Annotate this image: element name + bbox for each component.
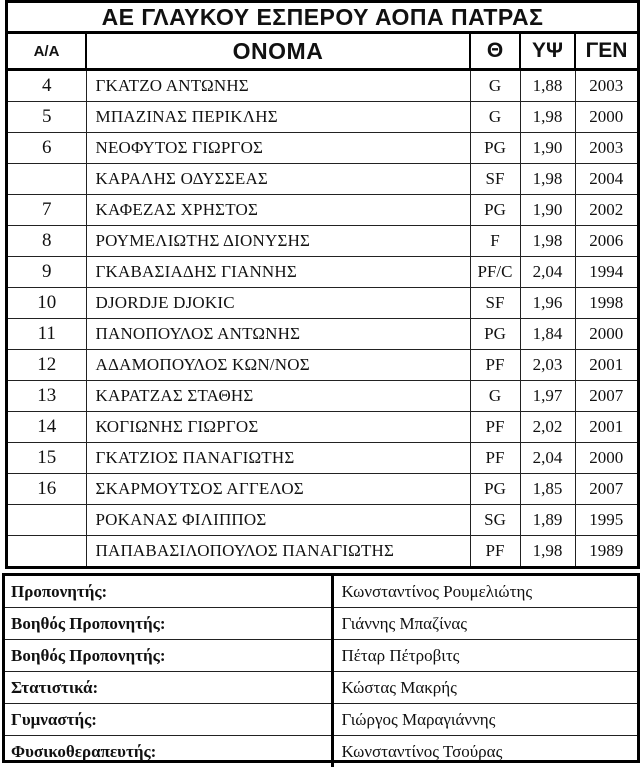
player-birth-year: 2001 — [575, 350, 637, 381]
header-birth: ΓΕΝ — [575, 34, 637, 70]
staff-table-box — [2, 573, 640, 763]
player-height: 1,90 — [520, 195, 575, 226]
player-birth-year: 2007 — [575, 474, 637, 505]
player-row — [8, 412, 637, 443]
header-height: ΥΨ — [520, 34, 575, 70]
player-position: PG — [470, 474, 520, 505]
player-birth-year: 1995 — [575, 505, 637, 536]
staff-person: Πέταρ Πέτροβιτς — [332, 640, 637, 672]
staff-person: Κωνσταντίνος Τσούρας — [332, 736, 637, 767]
player-number: 12 — [8, 350, 86, 381]
staff-person: Γιάννης Μπαζίνας — [332, 608, 637, 640]
player-birth-year: 2003 — [575, 70, 637, 102]
player-row — [8, 381, 637, 412]
player-row — [8, 226, 637, 257]
header-position: Θ — [470, 34, 520, 70]
staff-row — [5, 672, 637, 704]
staff-role: Φυσικοθεραπευτής: — [5, 736, 332, 767]
player-position: PG — [470, 133, 520, 164]
player-name: ΚΑΡΑΛΗΣ ΟΔΥΣΣΕΑΣ — [86, 164, 470, 195]
player-number: 15 — [8, 443, 86, 474]
player-height: 1,98 — [520, 536, 575, 567]
staff-row — [5, 608, 637, 640]
player-position: PF — [470, 412, 520, 443]
player-number: 14 — [8, 412, 86, 443]
player-name: ΣΚΑΡΜΟΥΤΣΟΣ ΑΓΓΕΛΟΣ — [86, 474, 470, 505]
player-position: PF — [470, 350, 520, 381]
player-name: ΜΠΑΖΙΝΑΣ ΠΕΡΙΚΛΗΣ — [86, 102, 470, 133]
player-row — [8, 443, 637, 474]
player-name: ΚΑΡΑΤΖΑΣ ΣΤΑΘΗΣ — [86, 381, 470, 412]
player-row — [8, 257, 637, 288]
staff-person: Κώστας Μακρής — [332, 672, 637, 704]
players-table — [8, 34, 637, 566]
player-birth-year: 2007 — [575, 381, 637, 412]
player-name: ΓΚΑΤΖΙΟΣ ΠΑΝΑΓΙΩΤΗΣ — [86, 443, 470, 474]
player-height: 1,98 — [520, 226, 575, 257]
player-number: 9 — [8, 257, 86, 288]
player-name: ΡΟΚΑΝΑΣ ΦΙΛΙΠΠΟΣ — [86, 505, 470, 536]
player-row — [8, 195, 637, 226]
player-birth-year: 2002 — [575, 195, 637, 226]
player-position: SG — [470, 505, 520, 536]
staff-row — [5, 736, 637, 767]
player-position: PG — [470, 319, 520, 350]
staff-row — [5, 576, 637, 608]
player-position: G — [470, 102, 520, 133]
staff-role: Βοηθός Προπονητής: — [5, 640, 332, 672]
roster-sheet — [5, 0, 640, 569]
player-position: SF — [470, 164, 520, 195]
player-birth-year: 1998 — [575, 288, 637, 319]
player-row — [8, 350, 637, 381]
player-number — [8, 164, 86, 195]
player-row — [8, 319, 637, 350]
player-birth-year: 1989 — [575, 536, 637, 567]
player-height: 1,89 — [520, 505, 575, 536]
staff-row — [5, 640, 637, 672]
staff-role: Στατιστικά: — [5, 672, 332, 704]
player-height: 1,98 — [520, 102, 575, 133]
staff-role: Προπονητής: — [5, 576, 332, 608]
player-height: 1,97 — [520, 381, 575, 412]
player-height: 2,04 — [520, 257, 575, 288]
staff-person: Κωνσταντίνος Ρουμελιώτης — [332, 576, 637, 608]
player-name: ΡΟΥΜΕΛΙΩΤΗΣ ΔΙΟΝΥΣΗΣ — [86, 226, 470, 257]
player-height: 1,88 — [520, 70, 575, 102]
player-number: 6 — [8, 133, 86, 164]
player-birth-year: 1994 — [575, 257, 637, 288]
player-birth-year: 2004 — [575, 164, 637, 195]
player-position: PF — [470, 443, 520, 474]
staff-role: Βοηθός Προπονητής: — [5, 608, 332, 640]
player-birth-year: 2003 — [575, 133, 637, 164]
player-name: ΚΑΦΕΖΑΣ ΧΡΗΣΤΟΣ — [86, 195, 470, 226]
player-height: 2,02 — [520, 412, 575, 443]
player-number: 11 — [8, 319, 86, 350]
player-row — [8, 133, 637, 164]
staff-row — [5, 704, 637, 736]
staff-role: Γυμναστής: — [5, 704, 332, 736]
player-birth-year: 2000 — [575, 443, 637, 474]
player-row — [8, 164, 637, 195]
player-height: 1,90 — [520, 133, 575, 164]
player-height: 1,84 — [520, 319, 575, 350]
player-position: PF/C — [470, 257, 520, 288]
team-title: ΑΕ ΓΛΑΥΚΟΥ ΕΣΠΕΡΟΥ ΑΟΠΑ ΠΑΤΡΑΣ — [8, 0, 637, 34]
player-height: 1,96 — [520, 288, 575, 319]
staff-person: Γιώργος Μαραγιάννης — [332, 704, 637, 736]
player-position: PG — [470, 195, 520, 226]
player-name: ΚΟΓΙΩΝΗΣ ΓΙΩΡΓΟΣ — [86, 412, 470, 443]
player-name: ΝΕΟΦΥΤΟΣ ΓΙΩΡΓΟΣ — [86, 133, 470, 164]
player-name: ΓΚΑΒΑΣΙΑΔΗΣ ΓΙΑΝΝΗΣ — [86, 257, 470, 288]
player-position: SF — [470, 288, 520, 319]
player-position: F — [470, 226, 520, 257]
player-row — [8, 536, 637, 567]
staff-table — [5, 576, 637, 767]
player-name: ΠΑΝΟΠΟΥΛΟΣ ΑΝΤΩΝΗΣ — [86, 319, 470, 350]
player-row — [8, 70, 637, 102]
player-number: 5 — [8, 102, 86, 133]
player-number — [8, 536, 86, 567]
player-birth-year: 2000 — [575, 102, 637, 133]
player-position: G — [470, 70, 520, 102]
player-name: ΑΔΑΜΟΠΟΥΛΟΣ ΚΩΝ/ΝΟΣ — [86, 350, 470, 381]
player-height: 1,85 — [520, 474, 575, 505]
player-number: 16 — [8, 474, 86, 505]
header-name: ΟΝΟΜΑ — [86, 34, 470, 70]
player-number — [8, 505, 86, 536]
player-row — [8, 288, 637, 319]
player-birth-year: 2000 — [575, 319, 637, 350]
player-position: G — [470, 381, 520, 412]
player-row — [8, 474, 637, 505]
player-height: 2,04 — [520, 443, 575, 474]
player-height: 2,03 — [520, 350, 575, 381]
header-number: Α/Α — [8, 34, 86, 70]
player-birth-year: 2006 — [575, 226, 637, 257]
players-header-row — [8, 34, 637, 70]
player-number: 10 — [8, 288, 86, 319]
player-number: 13 — [8, 381, 86, 412]
player-row — [8, 505, 637, 536]
player-height: 1,98 — [520, 164, 575, 195]
player-number: 4 — [8, 70, 86, 102]
player-birth-year: 2001 — [575, 412, 637, 443]
player-row — [8, 102, 637, 133]
player-number: 8 — [8, 226, 86, 257]
player-number: 7 — [8, 195, 86, 226]
player-name: ΠΑΠΑΒΑΣΙΛΟΠΟΥΛΟΣ ΠΑΝΑΓΙΩΤΗΣ — [86, 536, 470, 567]
player-name: DJORDJE DJOKIC — [86, 288, 470, 319]
player-name: ΓΚΑΤΖΟ ΑΝΤΩΝΗΣ — [86, 70, 470, 102]
player-position: PF — [470, 536, 520, 567]
